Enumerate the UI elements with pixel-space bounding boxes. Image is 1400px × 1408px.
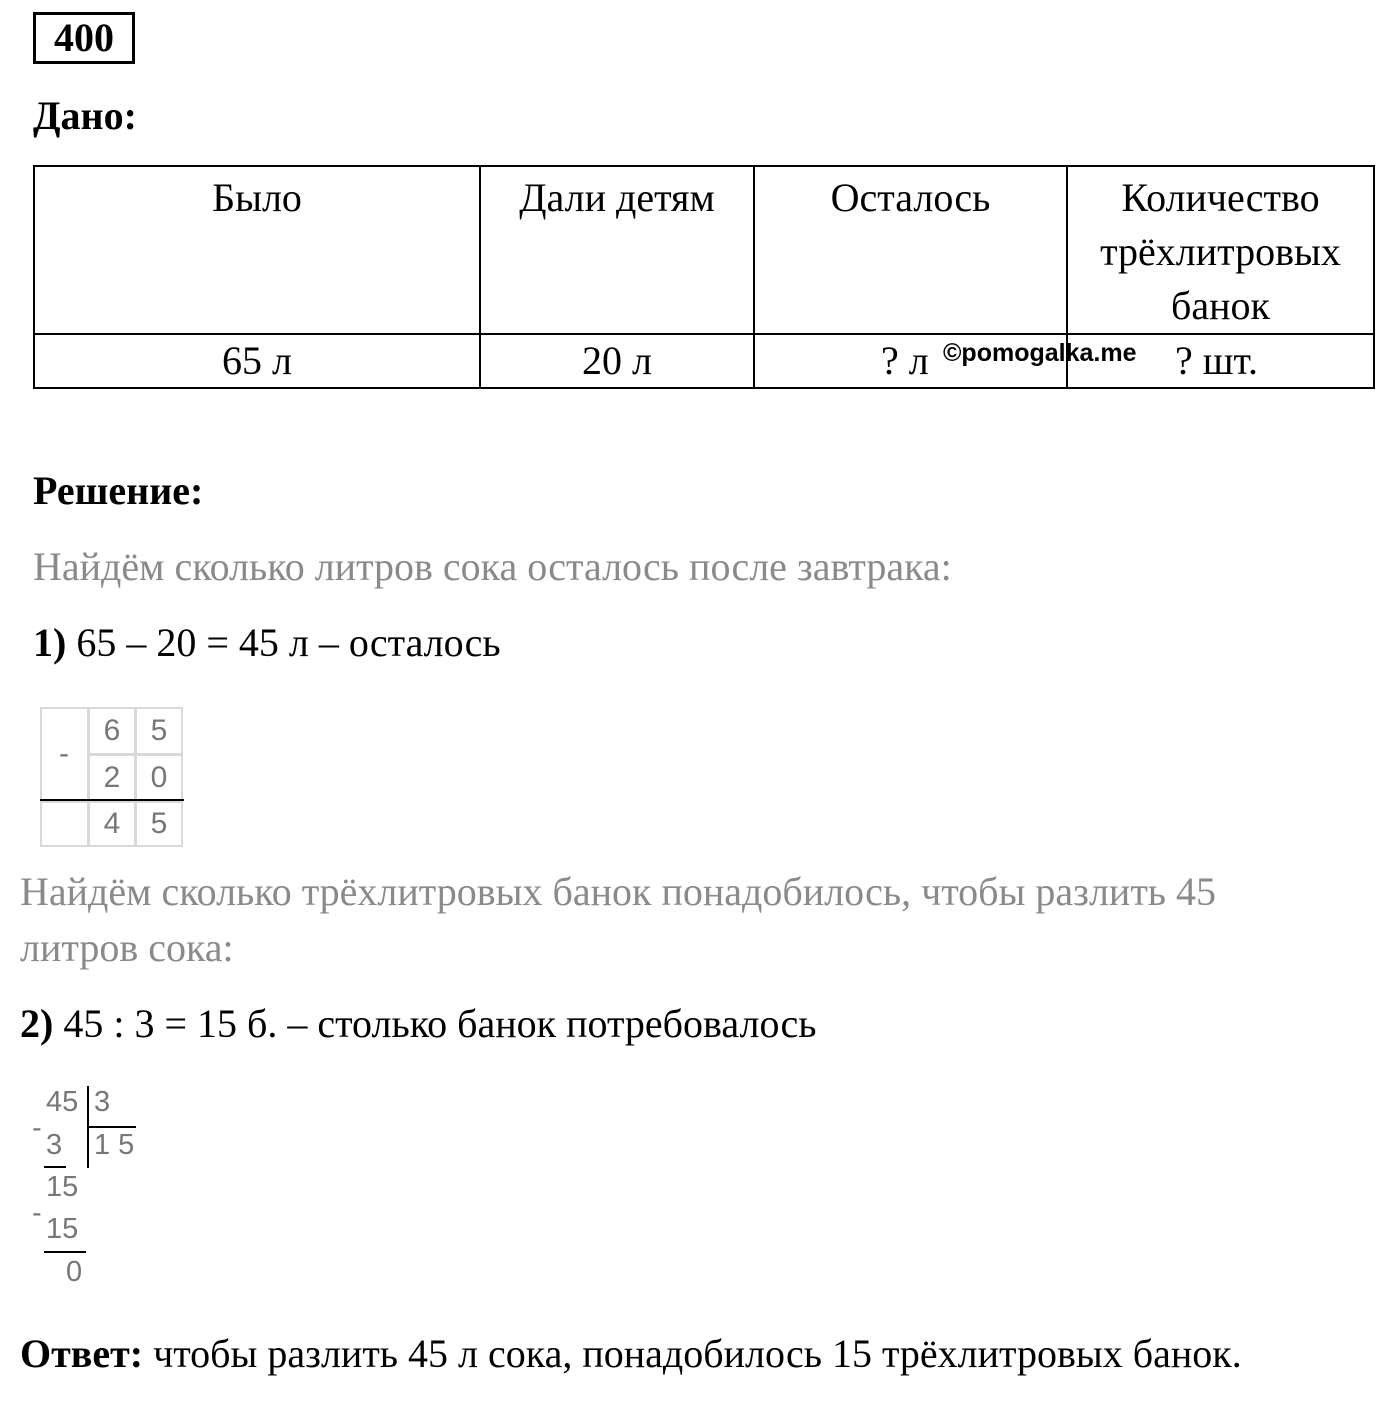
minus-sign: -	[32, 1112, 42, 1144]
remainder-1: 15	[46, 1171, 79, 1203]
given-heading: Дано:	[33, 93, 137, 138]
step2-line	[20, 1000, 816, 1047]
task-number: 400	[33, 12, 135, 64]
header-jar-count: Количество трёхлитровых банок	[1067, 166, 1374, 334]
answer-line	[20, 1330, 1242, 1377]
sub-result-digit: 5	[135, 801, 183, 847]
step2-label: 2)	[20, 1001, 54, 1046]
sub-result-digit: 4	[88, 801, 136, 847]
header-given-to-children: Дали детям	[480, 166, 754, 334]
header-was: Было	[34, 166, 480, 334]
divisor: 3	[94, 1086, 111, 1118]
value-was: 65 л	[34, 334, 480, 388]
step1-description: Найдём сколько литров сока осталось после завтрака:	[33, 544, 952, 589]
step1-line	[33, 619, 501, 666]
sub-empty-cell	[40, 801, 89, 847]
minus-sign: -	[32, 1197, 42, 1229]
sub-sign-cell	[40, 707, 89, 802]
solution-heading: Решение:	[33, 468, 204, 513]
given-table	[33, 165, 1375, 389]
step1-expression: 65 – 20 = 45 л – осталось	[76, 620, 501, 665]
divisor-underline	[88, 1126, 136, 1128]
watermark: ©pomogalka.me	[943, 339, 1137, 367]
table-header-row	[34, 166, 1374, 334]
dividend: 45	[46, 1086, 79, 1118]
sub-digit: 5	[135, 707, 183, 755]
step2-expression: 45 : 3 = 15 б. – столько банок потребовалось	[63, 1001, 817, 1046]
table-values-row	[34, 334, 1374, 388]
subtrahend-2: 15	[46, 1213, 79, 1245]
sub-digit: 6	[88, 707, 136, 755]
value-given-to-children: 20 л	[480, 334, 754, 388]
quotient: 1 5	[94, 1129, 135, 1161]
sub-digit: 2	[88, 754, 136, 802]
answer-label: Ответ:	[20, 1331, 144, 1376]
value-jar-count: ? шт.	[1067, 334, 1374, 388]
subtraction-line-2	[44, 1251, 86, 1253]
sub-sign: -	[59, 737, 69, 770]
step1-label: 1)	[33, 620, 67, 665]
answer-text: чтобы разлить 45 л сока, понадобилось 15 трёхлитровых банок.	[153, 1331, 1242, 1376]
step2-description-line2: литров сока:	[20, 925, 234, 970]
value-remaining: ? л	[754, 334, 1067, 388]
sub-result-line	[40, 799, 184, 801]
subtrahend-1: 3	[46, 1129, 63, 1161]
remainder-final: 0	[66, 1256, 83, 1288]
sub-digit: 0	[135, 754, 183, 802]
header-remaining: Осталось	[754, 166, 1067, 334]
subtraction-line-1	[44, 1166, 66, 1168]
step2-description-line1: Найдём сколько трёхлитровых банок понадобилось, чтобы разлить 45	[20, 869, 1217, 914]
